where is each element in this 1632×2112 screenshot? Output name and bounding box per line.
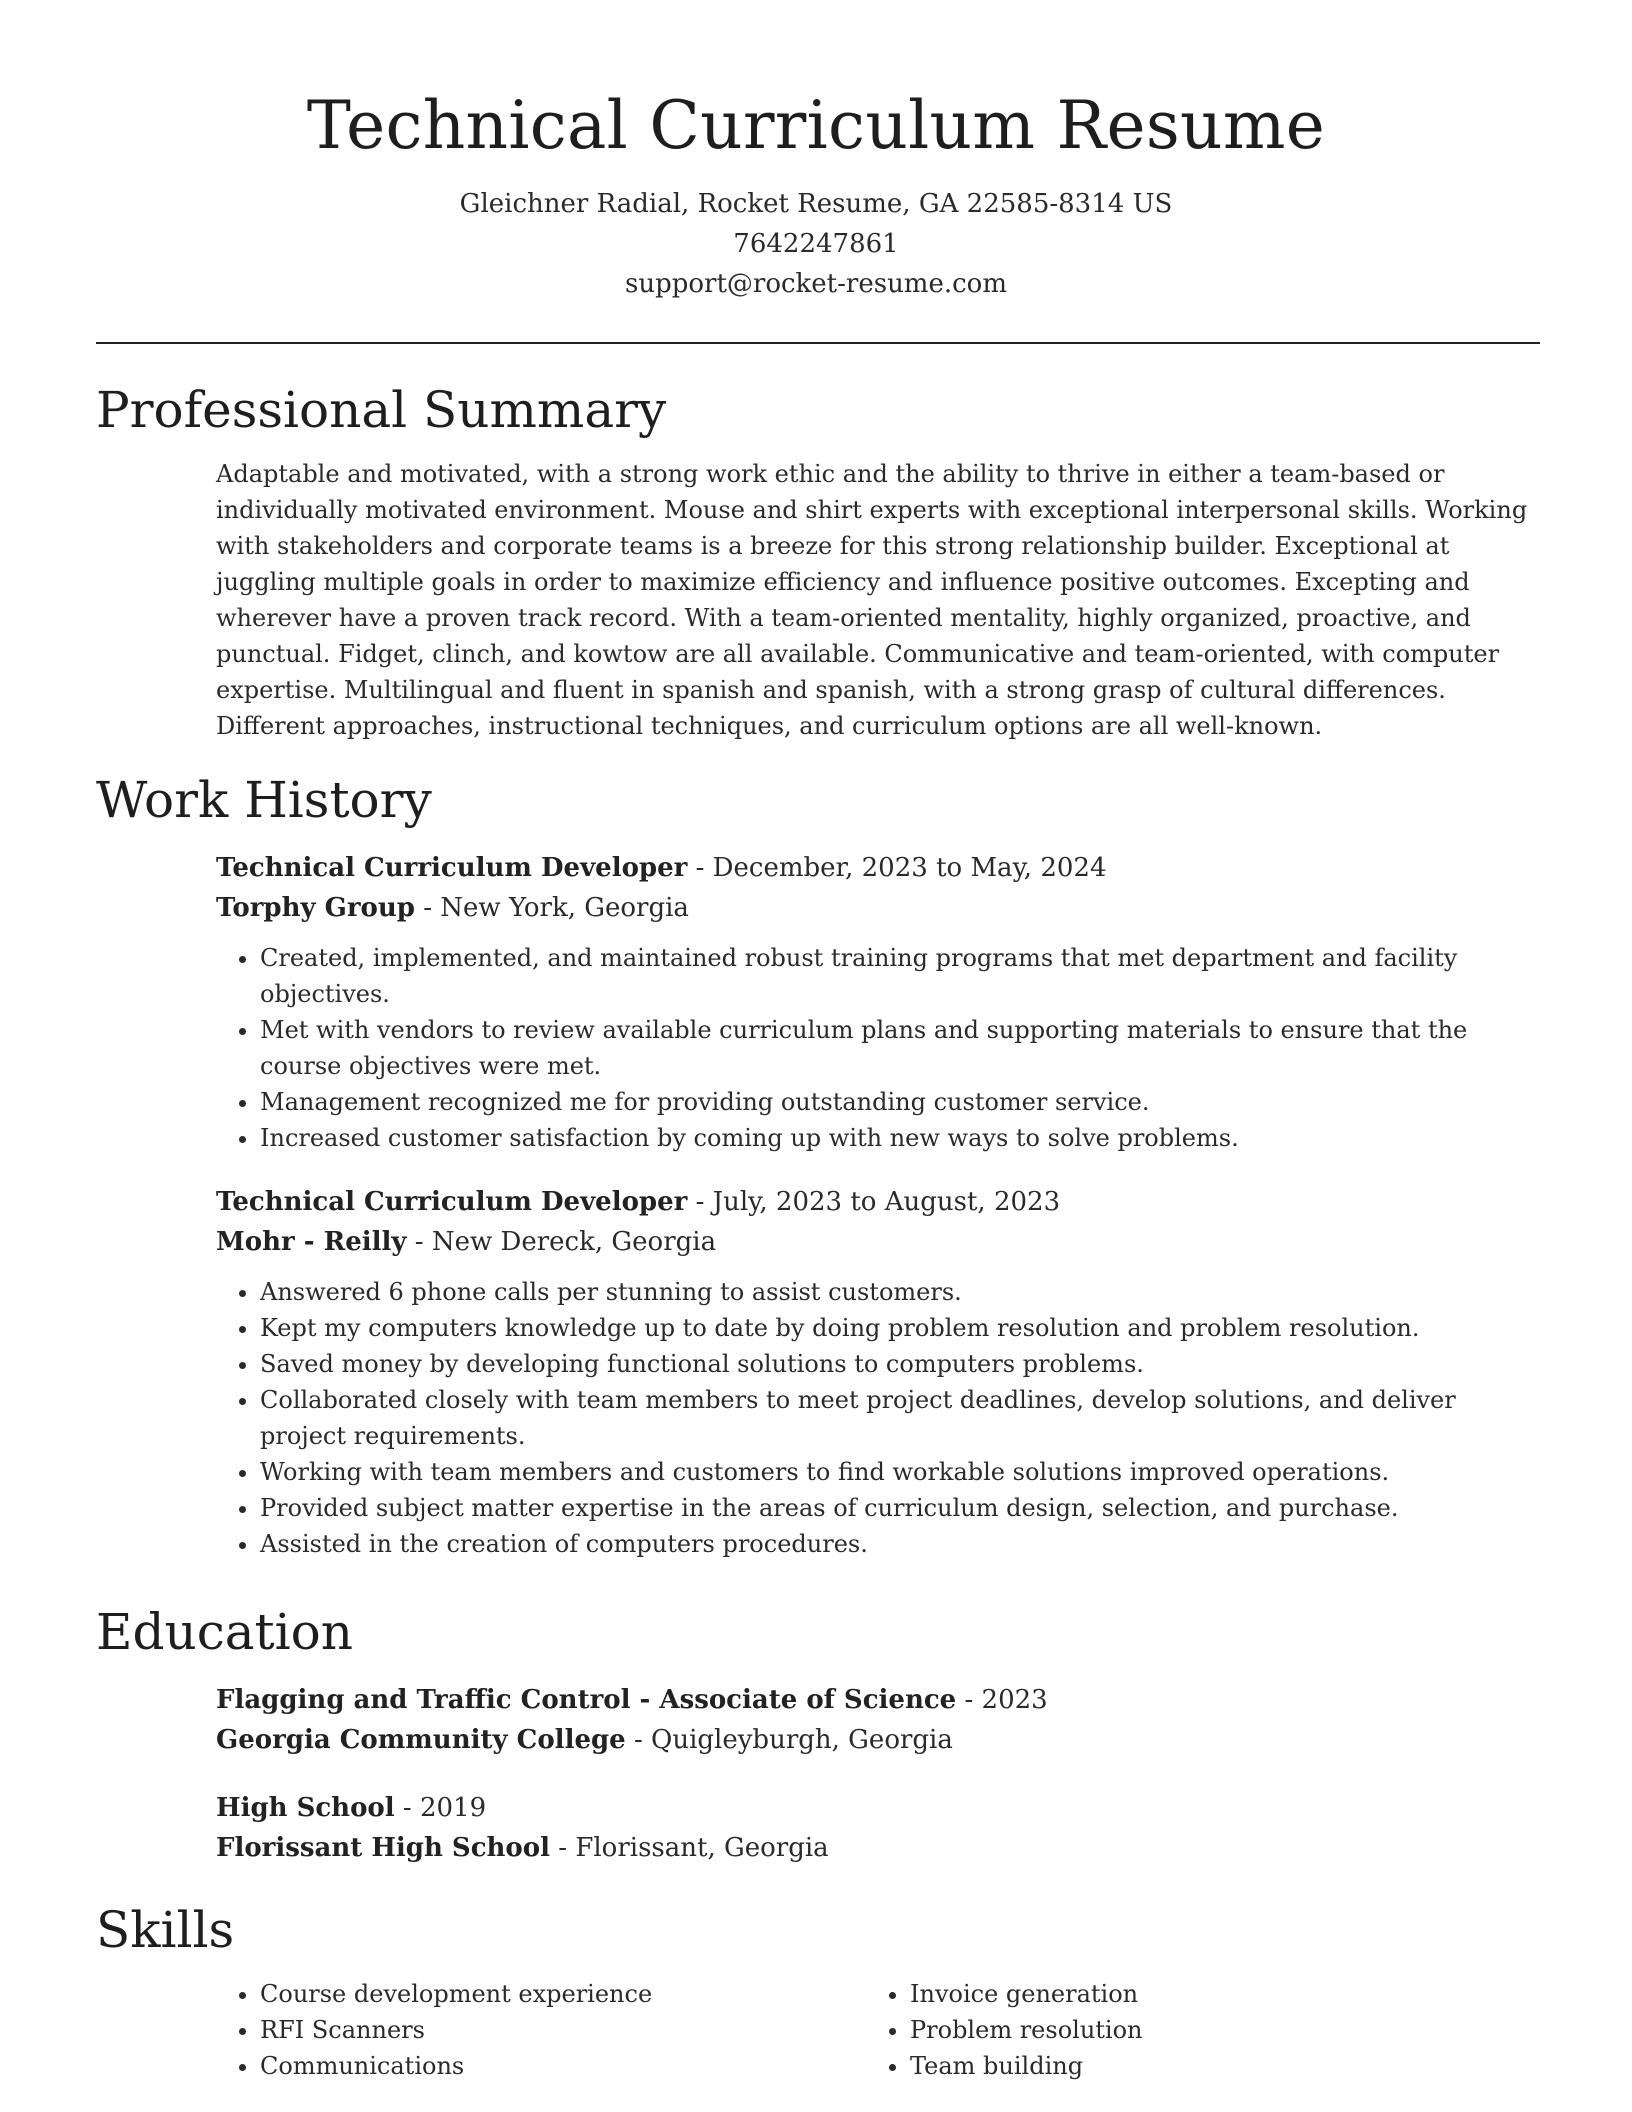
education-program: Flagging and Traffic Control - Associate of Science [216,1685,957,1715]
education-section [96,1600,1540,1868]
resume-header [0,80,1632,304]
skill-item: • Invoice generation [910,1976,1516,2012]
job-entry [216,848,1540,1156]
section-title-education: Education [96,1603,353,1661]
education-program: High School [216,1793,395,1823]
job-location: - New York, Georgia [414,893,689,923]
skills-list-left [216,1976,866,2084]
list-item: • Created, implemented, and maintained robust training programs that met department and facility objectives. [260,940,1540,1012]
skill-item: • Communications [260,2048,866,2084]
education-location: - Florissant, Georgia [550,1833,829,1863]
job-company: Torphy Group [216,893,415,923]
skills-section [96,1898,1540,2084]
summary-text: Adaptable and motivated, with a strong work ethic and the ability to thrive in either a team-based or individually motivated environment. Mouse and shirt experts with exceptional interpersonal skills. Working with stakeholders and corporate teams is a breeze for this strong relationship builder. Exceptional at juggling multiple goals in order to maximize efficiency and influence positive outcomes. Excepting and wherever have a proven track record. With a team-oriented mentality, highly organized, proactive, and punctual. Fidget, clinch, and kowtow are all available. Communicative and team-oriented, with computer expertise. Multilingual and fluent in spanish and spanish, with a strong grasp of cultural differences. Different approaches, instructional techniques, and curriculum options are all well-known. [216,460,1528,740]
section-title-summary: Professional Summary [96,381,667,439]
header-divider [96,342,1540,344]
list-item: • Working with team members and customers to find workable solutions improved operations. [260,1454,1540,1490]
skills-columns [216,1976,1540,2084]
list-item: • Met with vendors to review available curriculum plans and supporting materials to ensure that the course objectives were met. [260,1012,1540,1084]
education-school: Florissant High School [216,1833,550,1863]
section-title-work-history: Work History [96,771,432,829]
job-company: Mohr - Reilly [216,1227,407,1257]
job-entry [216,1182,1540,1562]
education-year: - 2023 [956,1685,1048,1715]
job-dates: - July, 2023 to August, 2023 [687,1187,1061,1217]
list-item: • Assisted in the creation of computers procedures. [260,1526,1540,1562]
job-role: Technical Curriculum Developer [216,853,688,883]
address: Gleichner Radial, Rocket Resume, GA 22585-8314 US [459,189,1173,219]
phone-number: 7642247861 [733,229,899,259]
skill-item: • Course development experience [260,1976,866,2012]
education-location: - Quigleyburgh, Georgia [625,1725,953,1755]
education-entry [216,1788,1540,1868]
skills-list-right [866,1976,1516,2084]
skill-item: • RFI Scanners [260,2012,866,2048]
job-location: - New Dereck, Georgia [406,1227,717,1257]
list-item: • Kept my computers knowledge up to date by doing problem resolution and problem resolution. [260,1310,1540,1346]
skill-item: • Team building [910,2048,1516,2084]
education-year: - 2019 [394,1793,487,1823]
job-dates: - December, 2023 to May, 2024 [687,853,1107,883]
list-item: • Increased customer satisfaction by coming up with new ways to solve problems. [260,1120,1540,1156]
list-item: • Saved money by developing functional solutions to computers problems. [260,1346,1540,1382]
list-item: • Provided subject matter expertise in the areas of curriculum design, selection, and purchase. [260,1490,1540,1526]
summary-section [96,378,1540,744]
email-address: support@rocket-resume.com [624,269,1007,299]
job-bullets [216,1274,1540,1562]
work-history-section [96,768,1540,1562]
job-bullets [216,940,1540,1156]
skill-item: • Problem resolution [910,2012,1516,2048]
job-role: Technical Curriculum Developer [216,1187,688,1217]
resume-title: Technical Curriculum Resume [306,87,1326,164]
education-entry [216,1680,1540,1760]
list-item: • Management recognized me for providing outstanding customer service. [260,1084,1540,1120]
list-item: • Collaborated closely with team members to meet project deadlines, develop solutions, and deliver project requirements. [260,1382,1540,1454]
contact-block [0,184,1632,304]
list-item: • Answered 6 phone calls per stunning to assist customers. [260,1274,1540,1310]
education-school: Georgia Community College [216,1725,626,1755]
section-title-skills: Skills [96,1901,235,1959]
